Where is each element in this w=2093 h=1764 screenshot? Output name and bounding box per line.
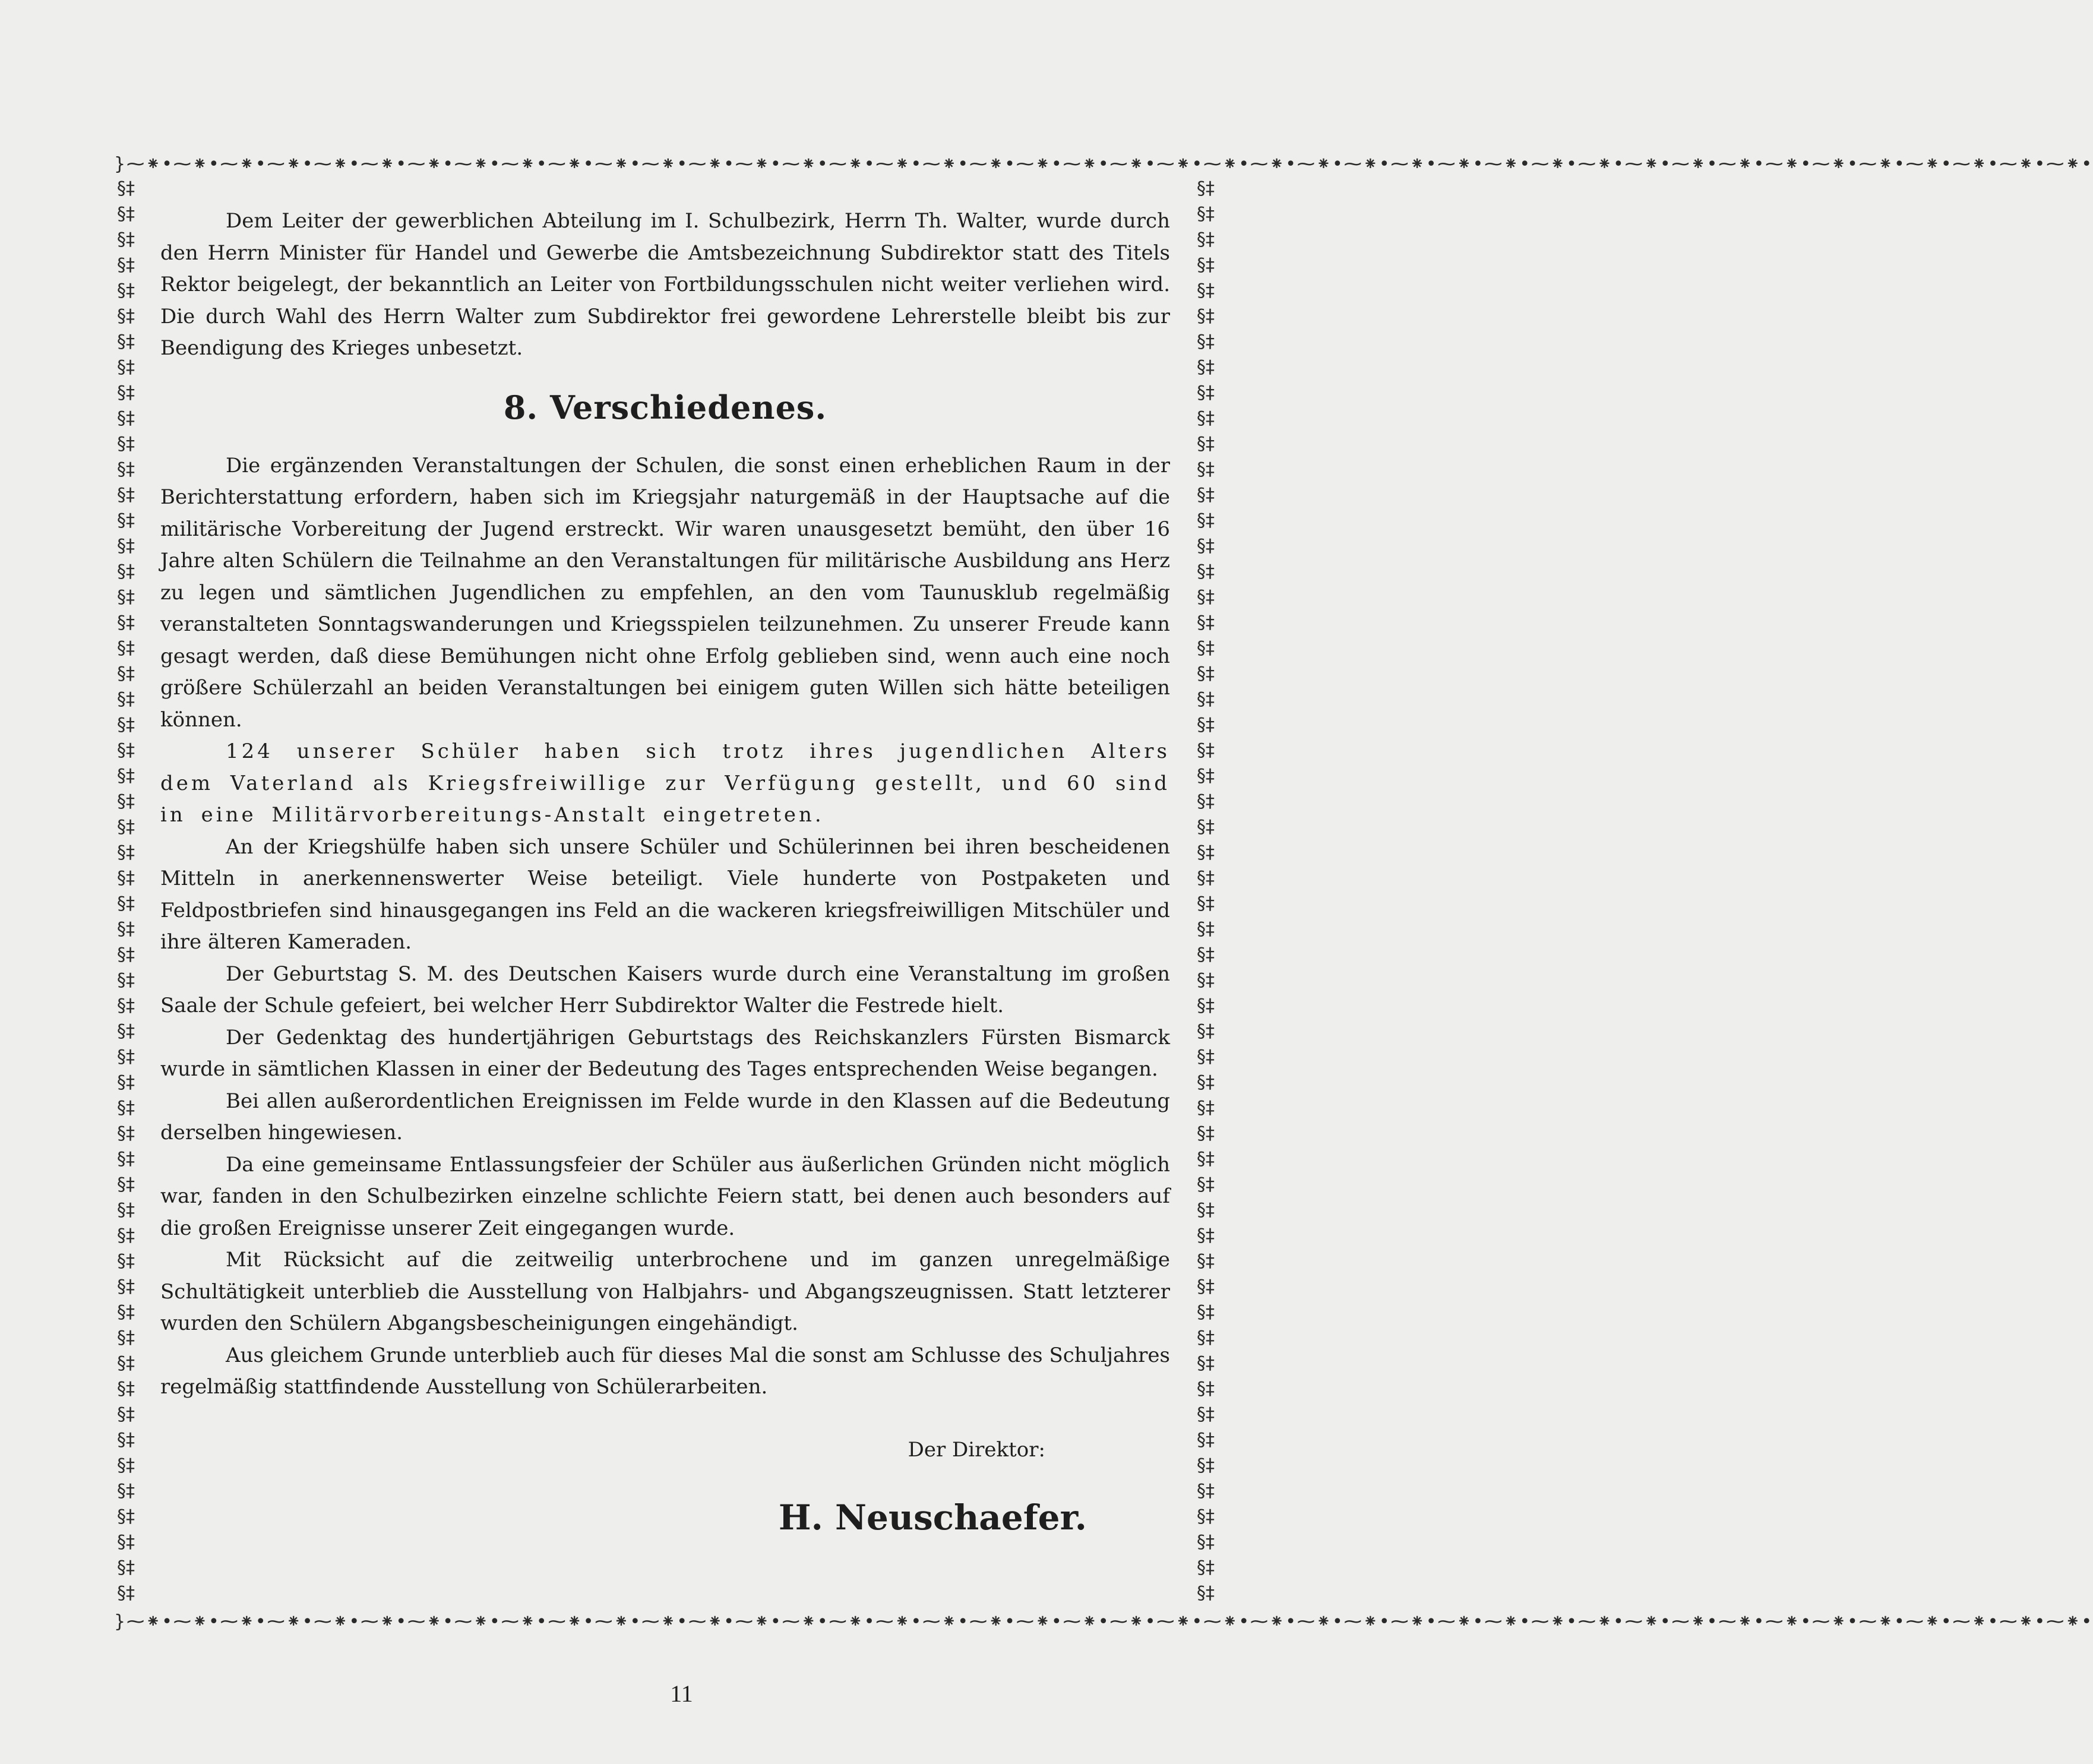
paragraph: Der Geburtstag S. M. des Deutschen Kaisers wurde durch eine Veranstaltung im großen Saale der Schule gefeiert, bei welcher Herr Subdirektor Walter die Festrede hielt. — [160, 962, 1170, 1017]
paragraph: 124 unserer Schüler haben sich trotz ihres jugendlichen Alters dem Vaterland als Kriegsfreiwillige zur Verfügung gestellt, und 60 sind in eine Militärvorbereitungs-Anstalt eingetreten. — [160, 739, 1170, 827]
intro-paragraph: Dem Leiter der gewerblichen Abteilung im I. Schulbezirk, Herrn Th. Walter, wurde durch den Herrn Minister für Handel und Gewerbe die Amtsbezeichnung Subdirektor statt des Titels Rektor beigelegt, der bekanntlich an Leiter von Fortbildungsschulen nicht weiter verliehen wird. Die durch Wahl des Herrn Walter zum Subdirektor frei gewordene Lehrerstelle bleibt bis zur Beendigung des Krieges unbesetzt. — [160, 209, 1170, 360]
border-left-ornament: §‡§‡§‡§‡§‡§‡§‡§‡§‡§‡§‡§‡§‡§‡§‡§‡§‡§‡§‡§‡§‡§‡§‡§‡§‡§‡§‡§‡§‡§‡§‡§‡§‡§‡§‡§‡§‡§‡§‡§‡§‡§‡§‡§‡§‡§‡§‡§‡§‡§‡§‡§‡§‡§‡§‡§‡ — [117, 178, 135, 1604]
paragraph: Mit Rücksicht auf die zeitweilig unterbrochene und im ganzen unregelmäßige Schultätigkeit unterblieb die Ausstellung von Halbjahrs- und Abgangszeugnissen. Statt letzterer wurden den Schülern Abgangsbescheinigungen eingehändigt. — [160, 1248, 1170, 1335]
border-top-ornament: }⁓⁕•⁓⁕•⁓⁕•⁓⁕•⁓⁕•⁓⁕•⁓⁕•⁓⁕•⁓⁕•⁓⁕•⁓⁕•⁓⁕•⁓⁕•⁓⁕•⁓⁕•⁓⁕•⁓⁕•⁓⁕•⁓⁕•⁓⁕•⁓⁕•⁓⁕•⁓⁕•⁓⁕•⁓⁕•⁓⁕•⁓⁕•⁓⁕•⁓⁕•⁓⁕•⁓⁕•⁓⁕•⁓⁕•⁓⁕•⁓⁕•⁓⁕•⁓⁕•⁓⁕•⁓⁕•⁓⁕•⁓⁕•⁓⁕• — [114, 154, 2093, 175]
paragraph: An der Kriegshülfe haben sich unsere Schüler und Schülerinnen bei ihren bescheidenen Mitteln in anerkennenswerter Weise beteiligt. Viele hunderte von Postpaketen und Feldpostbriefen sind hinausgegangen ins Feld an die wackeren kriegsfreiwilligen Mitschüler und ihre älteren Kameraden. — [160, 834, 1170, 954]
signature-name: H. Neuschaefer. — [778, 1497, 1087, 1538]
page-number: 11 — [670, 1680, 693, 1707]
paragraph: Die ergänzenden Veranstaltungen der Schulen, die sonst einen erheblichen Raum in der Berichterstattung erfordern, haben sich im Kriegsjahr naturgemäß in der Hauptsache auf die militärische Vorbereitung der Jugend erstreckt. Wir waren unausgesetzt bemüht, den über 16 Jahre alten Schülern die Teilnahme an den Veranstaltungen für militärische Ausbildung ans Herz zu legen und sämtlichen Jugendlichen zu empfehlen, an den vom Taunusklub regelmäßig veranstalteten Sonntagswanderungen und Kriegsspielen teilzunehmen. Zu unserer Freude kann gesagt werden, daß diese Bemühungen nicht ohne Erfolg geblieben sind, wenn auch eine noch größere Schülerzahl an beiden Veranstaltungen bei einigem guten Willen sich hätte beteiligen können. — [160, 453, 1170, 732]
paragraph: Der Gedenktag des hundertjährigen Geburtstags des Reichskanzlers Fürsten Bismarck wurde in sämtlichen Klassen in einer der Bedeutung des Tages entsprechenden Weise begangen. — [160, 1025, 1170, 1081]
paragraph: Bei allen außerordentlichen Ereignissen im Felde wurde in den Klassen auf die Bedeutung derselben hingewiesen. — [160, 1089, 1170, 1145]
border-right-ornament: §‡§‡§‡§‡§‡§‡§‡§‡§‡§‡§‡§‡§‡§‡§‡§‡§‡§‡§‡§‡§‡§‡§‡§‡§‡§‡§‡§‡§‡§‡§‡§‡§‡§‡§‡§‡§‡§‡§‡§‡§‡§‡§‡§‡§‡§‡§‡§‡§‡§‡§‡§‡§‡§‡§‡§‡ — [1197, 178, 1215, 1604]
signature-title: Der Direktor: — [908, 1437, 1045, 1462]
paragraph: Da eine gemeinsame Entlassungsfeier der Schüler aus äußerlichen Gründen nicht möglich war, fanden in den Schulbezirken einzelne schlichte Feiern statt, bei denen auch besonders auf die großen Ereignisse unserer Zeit eingegangen wurde. — [160, 1152, 1170, 1240]
border-bottom-ornament: }⁓⁕•⁓⁕•⁓⁕•⁓⁕•⁓⁕•⁓⁕•⁓⁕•⁓⁕•⁓⁕•⁓⁕•⁓⁕•⁓⁕•⁓⁕•⁓⁕•⁓⁕•⁓⁕•⁓⁕•⁓⁕•⁓⁕•⁓⁕•⁓⁕•⁓⁕•⁓⁕•⁓⁕•⁓⁕•⁓⁕•⁓⁕•⁓⁕•⁓⁕•⁓⁕•⁓⁕•⁓⁕•⁓⁕•⁓⁕•⁓⁕•⁓⁕•⁓⁕•⁓⁕•⁓⁕•⁓⁕•⁓⁕•⁓⁕• — [114, 1611, 2093, 1632]
paragraph: Aus gleichem Grunde unterblieb auch für dieses Mal die sonst am Schlusse des Schuljahres regelmäßig stattfindende Ausstellung von Schülerarbeiten. — [160, 1343, 1170, 1399]
page-content — [160, 206, 1170, 1538]
section-heading: 8. Verschiedenes. — [503, 388, 827, 426]
